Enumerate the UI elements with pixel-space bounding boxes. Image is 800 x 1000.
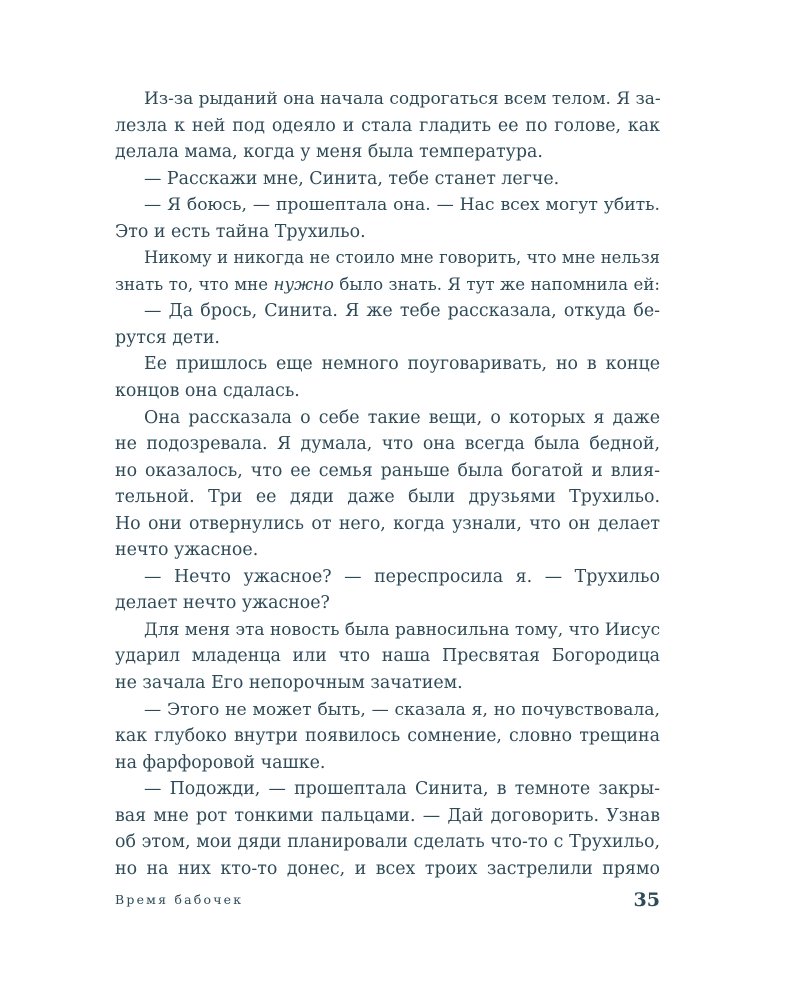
text-line: тельной. Три ее дяди даже были друзьями Трухильо. bbox=[115, 487, 660, 508]
body-text bbox=[115, 86, 660, 882]
text-line: — Я боюсь, — прошептала она. — Нас всех могут убить. bbox=[144, 195, 660, 216]
text-line: на фарфоровой чашке. bbox=[115, 752, 326, 773]
text-line: — Да брось, Синита. Я же тебе рассказала, откуда бе- bbox=[144, 301, 660, 322]
text-line: делала мама, когда у меня была температура. bbox=[115, 142, 543, 163]
text-line: концов она сдалась. bbox=[115, 381, 300, 402]
text-line: но оказалось, что ее семья раньше была богатой и влия- bbox=[115, 460, 660, 481]
page-number: 35 bbox=[633, 889, 660, 911]
text-segment: было знать. Я тут же напомнила ей: bbox=[333, 274, 660, 294]
text-line: делает нечто ужасное? bbox=[115, 593, 330, 614]
text-line: Для меня эта новость была равносильна тому, что Иисус bbox=[144, 619, 661, 640]
text-line: нечто ужасное. bbox=[115, 540, 259, 561]
text-line: не подозревала. Я думала, что она всегда была бедной, bbox=[115, 434, 660, 455]
running-footer-book-title: Время бабочек bbox=[115, 892, 244, 907]
text-line: Никому и никогда не стоило мне говорить, что мне нельзя bbox=[144, 248, 660, 268]
text-line: Это и есть тайна Трухильо. bbox=[115, 221, 366, 242]
text-line: — Расскажи мне, Синита, тебе станет легче. bbox=[144, 168, 560, 189]
italic-emphasis: нужно bbox=[273, 274, 334, 294]
text-line: как глубоко внутри появилось сомнение, словно трещина bbox=[115, 726, 660, 747]
text-line: Ее пришлось еще немного поуговаривать, но в конце bbox=[144, 354, 660, 375]
text-line: рутся дети. bbox=[115, 327, 220, 348]
text-line: Она рассказала о себе такие вещи, о которых я даже bbox=[144, 407, 660, 428]
text-line: вая мне рот тонкими пальцами. — Дай договорить. Узнав bbox=[115, 805, 660, 826]
text-line: но на них кто-то донес, и всех троих застрелили прямо bbox=[115, 858, 660, 879]
text-line: — Нечто ужасное? — переспросила я. — Трухильо bbox=[144, 566, 660, 587]
text-line bbox=[115, 272, 660, 299]
text-line: — Подожди, — прошептала Синита, в темноте закры- bbox=[144, 779, 660, 800]
text-line: лезла к ней под одеяло и стала гладить ее по голове, как bbox=[115, 115, 660, 136]
text-line: Из-за рыданий она начала содрогаться всем телом. Я за- bbox=[144, 89, 661, 109]
text-line: ударил младенца или что наша Пресвятая Богородица bbox=[115, 646, 660, 667]
text-segment: знать то, что мне bbox=[115, 274, 274, 294]
text-line: не зачала Его непорочным зачатием. bbox=[115, 673, 463, 694]
text-line: — Этого не может быть, — сказала я, но почувствовала, bbox=[144, 699, 660, 720]
text-line: Но они отвернулись от него, когда узнали, что он делает bbox=[115, 513, 660, 534]
text-line: об этом, мои дяди планировали сделать что-то с Трухильо, bbox=[115, 832, 660, 853]
